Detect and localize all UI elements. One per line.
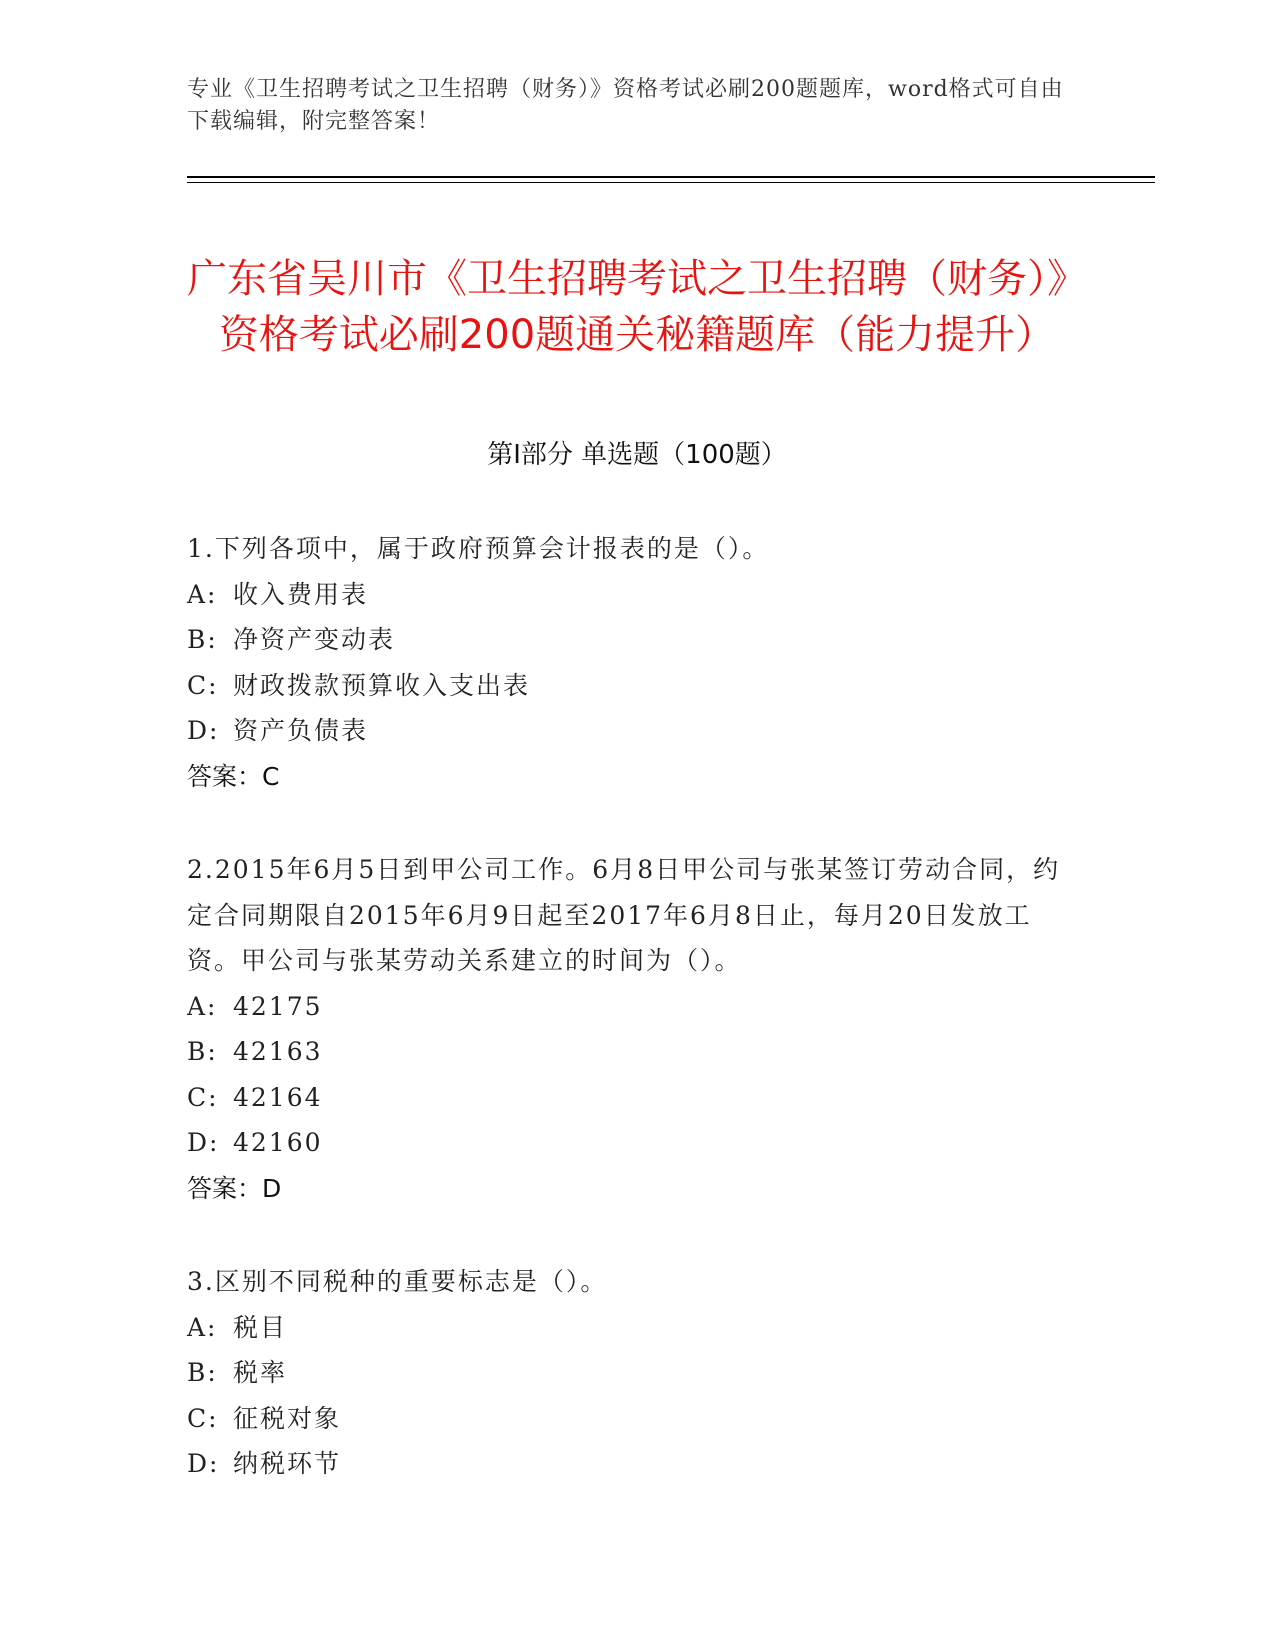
option-a	[187, 572, 1067, 618]
question-stem: 2.2015年6月5日到甲公司工作。6月8日甲公司与张某签订劳动合同，约定合同期限自2015年6月9日起至2017年6月8日止，每月20日发放工资。甲公司与张某劳动关系建立的时间为（）。	[187, 855, 1061, 975]
document-title: 广东省吴川市《卫生招聘考试之卫生招聘（财务）》资格考试必刷200题通关秘籍题库（能力提升）	[187, 255, 1087, 358]
question-1	[187, 526, 1067, 799]
option-c	[187, 663, 1067, 709]
option-text: 42163	[233, 1037, 323, 1066]
option-c	[187, 1075, 1067, 1121]
option-letter: B:	[187, 1037, 218, 1066]
header-rule-thin	[187, 182, 1155, 183]
option-text: 净资产变动表	[233, 625, 396, 654]
option-letter: A:	[187, 991, 218, 1021]
question-3	[187, 1259, 1067, 1487]
option-letter: C:	[187, 1082, 219, 1112]
option-b	[187, 617, 1067, 663]
option-letter: A:	[187, 1312, 218, 1342]
answer: 答案：C	[187, 761, 280, 791]
question-2	[187, 847, 1067, 1211]
option-text: 税目	[233, 1312, 288, 1342]
option-text: 42160	[233, 1128, 323, 1157]
option-letter: D:	[187, 1449, 220, 1478]
option-b	[187, 1350, 1067, 1396]
option-text: 征税对象	[233, 1403, 342, 1433]
option-text: 纳税环节	[233, 1449, 342, 1478]
option-a	[187, 1305, 1067, 1351]
option-c	[187, 1396, 1067, 1442]
option-text: 42175	[233, 991, 323, 1021]
question-stem: 1.下列各项中，属于政府预算会计报表的是（）。	[187, 534, 770, 563]
option-d	[187, 1120, 1067, 1166]
option-letter: C:	[187, 670, 219, 700]
option-d	[187, 1441, 1067, 1487]
option-text: 收入费用表	[233, 579, 369, 609]
header-rule-thick	[187, 176, 1155, 178]
option-letter: C:	[187, 1403, 219, 1433]
option-letter: B:	[187, 625, 218, 654]
option-b	[187, 1029, 1067, 1075]
option-d	[187, 708, 1067, 754]
option-text: 42164	[233, 1082, 323, 1112]
option-letter: D:	[187, 716, 220, 745]
option-letter: A:	[187, 579, 218, 609]
answer: 答案：D	[187, 1173, 282, 1203]
question-stem: 3.区别不同税种的重要标志是（）。	[187, 1267, 608, 1296]
question-list	[187, 526, 1067, 1535]
option-text: 税率	[233, 1358, 288, 1387]
option-text: 财政拨款预算收入支出表	[233, 670, 531, 700]
header-note: 专业《卫生招聘考试之卫生招聘（财务）》资格考试必刷200题题库，word格式可自由下载编辑，附完整答案！	[187, 77, 1064, 134]
option-letter: D:	[187, 1128, 220, 1157]
section-heading: 第Ⅰ部分 单选题（100题）	[487, 440, 787, 470]
option-a	[187, 984, 1067, 1030]
option-text: 资产负债表	[233, 716, 369, 745]
option-letter: B:	[187, 1358, 218, 1387]
